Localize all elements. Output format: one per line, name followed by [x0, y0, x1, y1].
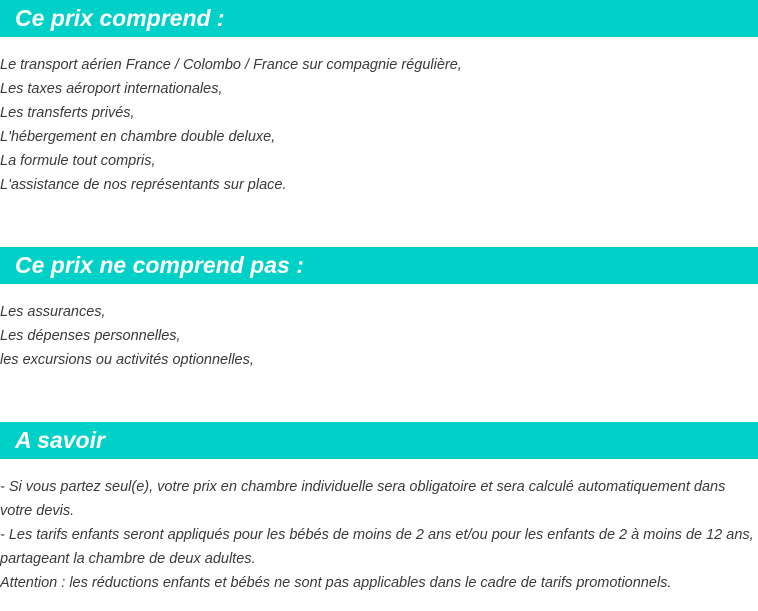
- list-item: Les dépenses personnelles,: [0, 328, 181, 344]
- not-included-list: [0, 300, 758, 372]
- to-know-list: [0, 475, 758, 595]
- list-item: - Si vous partez seul(e), votre prix en chambre individuelle sera obligatoire et sera calculé automatiquement dans votre devis.: [0, 479, 726, 519]
- list-item: L'assistance de nos représentants sur place.: [0, 177, 287, 193]
- included-list: [0, 53, 758, 197]
- list-item: Les taxes aéroport internationales,: [0, 81, 223, 97]
- list-item: Le transport aérien France / Colombo / France sur compagnie régulière,: [0, 57, 462, 73]
- list-item: Les assurances,: [0, 304, 106, 320]
- list-item: Attention : les réductions enfants et bébés ne sont pas applicables dans le cadre de tarifs promotionnels.: [0, 575, 672, 591]
- list-item: La formule tout compris,: [0, 153, 156, 169]
- to-know-section-title: A savoir: [15, 427, 105, 453]
- not-included-section-header: [0, 247, 758, 284]
- not-included-section-title: Ce prix ne comprend pas :: [15, 252, 304, 278]
- included-section-title: Ce prix comprend :: [15, 5, 225, 31]
- list-item: les excursions ou activités optionnelles,: [0, 352, 254, 368]
- to-know-section-header: [0, 422, 758, 459]
- list-item: Les transferts privés,: [0, 105, 135, 121]
- list-item: L'hébergement en chambre double deluxe,: [0, 129, 276, 145]
- list-item: - Les tarifs enfants seront appliqués pour les bébés de moins de 2 ans et/ou pour les enfants de 2 à moins de 12 ans, partageant la chambre de deux adultes.: [0, 527, 754, 567]
- included-section-header: [0, 0, 758, 37]
